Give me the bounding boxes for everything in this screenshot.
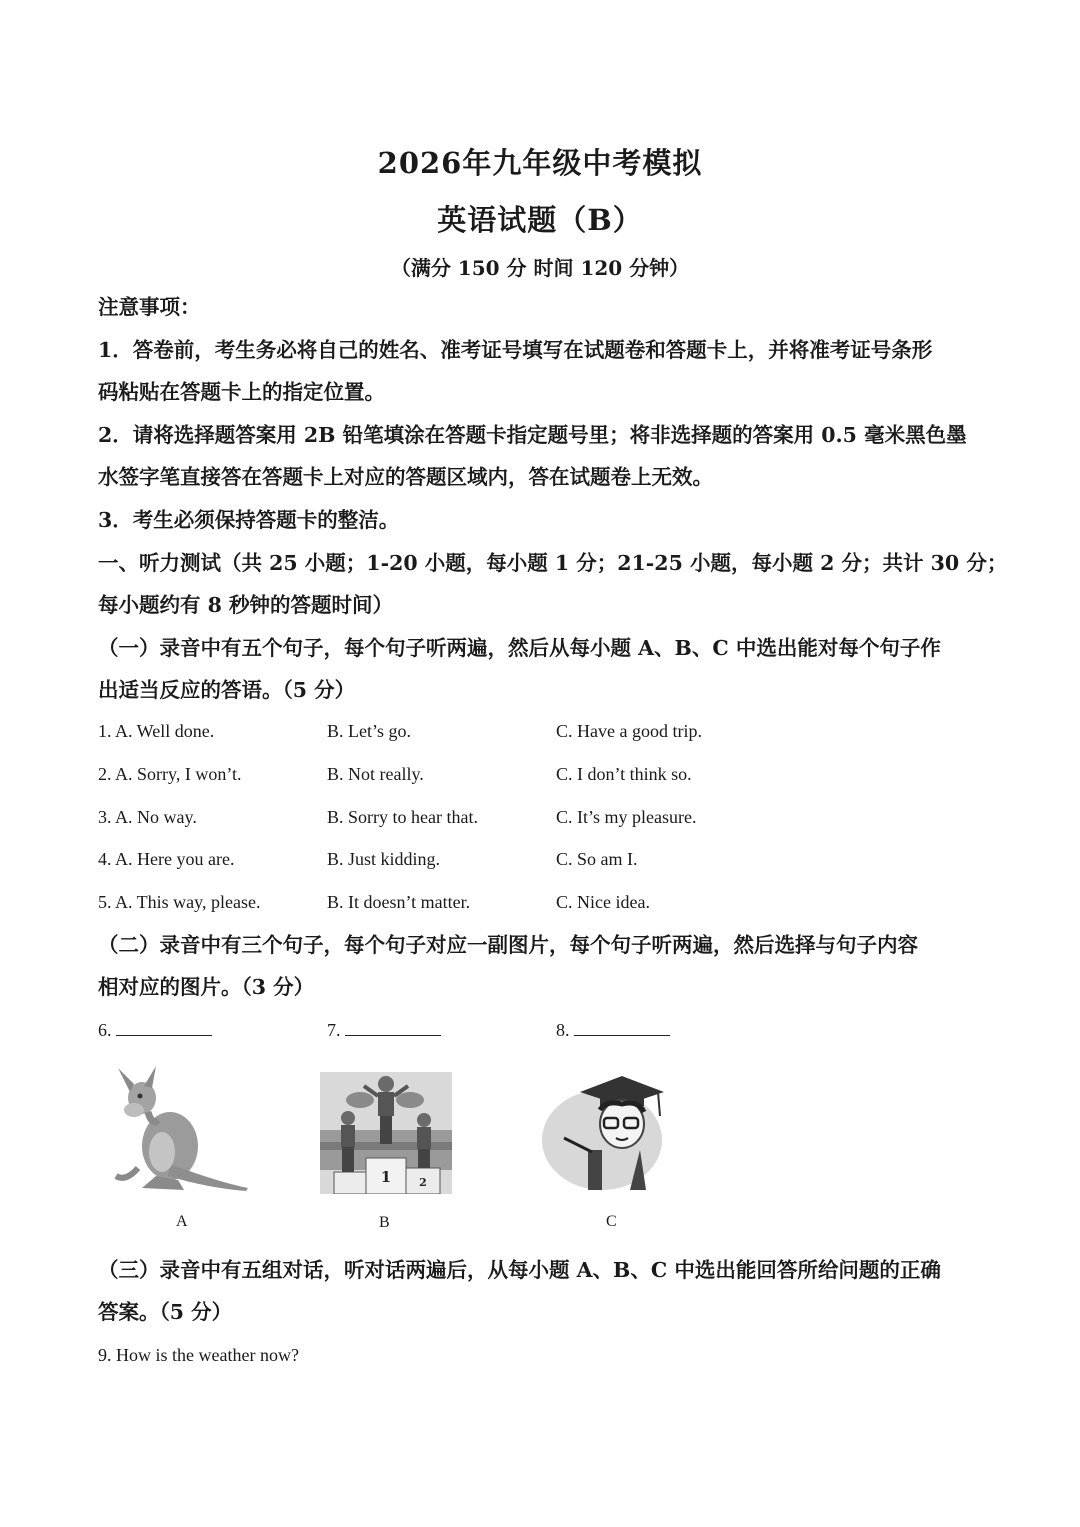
notes-heading: 注意事项： [98,295,201,319]
part-3-instruction-line-1: （三）录音中有五组对话，听对话两遍后，从每小题 A、B、C 中选出能回答所给问题的正确 [98,1258,941,1282]
q1-option-c: C. Have a good trip. [556,721,702,741]
answer-line [574,1021,670,1036]
q6-number: 6. [98,1020,112,1040]
q7-answer-blank[interactable] [327,1020,441,1041]
note-item-2-line-2: 水签字笔直接答在答题卡上对应的答题区域内，答在试题卷上无效。 [98,465,713,489]
part-2-instruction-line-2: 相对应的图片。（3 分） [98,975,315,999]
q4-option-b: B. Just kidding. [327,849,441,869]
svg-text:1: 1 [380,1168,392,1186]
section-1-line-1: 一、听力测试（共 25 小题；1-20 小题，每小题 1 分；21-25 小题，每小题 2 分；共计 30 分； [98,551,1008,575]
part-1-instruction-line-1: （一）录音中有五个句子，每个句子听两遍，然后从每小题 A、B、C 中选出能对每个句子作 [98,636,941,660]
q2-option-c: C. I don’t think so. [556,764,692,784]
exam-title: 2026年九年级中考模拟 [377,146,703,180]
podium-icon [320,1072,452,1194]
score-info: （满分 150 分 时间 120 分钟） [390,256,690,280]
q5-option-a: 5. A. This way, please. [98,892,261,912]
q8-number: 8. [556,1020,570,1040]
answer-line [116,1021,212,1036]
q4-option-a: 4. A. Here you are. [98,849,235,869]
picture-label-b: B [379,1214,390,1231]
q2-option-a: 2. A. Sorry, I won’t. [98,764,242,784]
answer-line [345,1021,441,1036]
picture-label-a: A [176,1213,188,1230]
q5-option-c: C. Nice idea. [556,892,650,912]
note-item-1-line-1: 1．答卷前，考生务必将自己的姓名、准考证号填写在试题卷和答题卡上，并将准考证号条形 [98,338,933,362]
part-2-instruction-line-1: （二）录音中有三个句子，每个句子对应一副图片，每个句子听两遍，然后选择与句子内容 [98,933,918,957]
exam-subtitle: 英语试题（B） [437,203,643,237]
section-1-line-2: 每小题约有 8 秒钟的答题时间） [98,593,394,617]
kangaroo-icon [108,1064,253,1194]
q3-option-a: 3. A. No way. [98,807,197,827]
q6-answer-blank[interactable] [98,1020,212,1041]
q3-option-b: B. Sorry to hear that. [327,807,478,827]
q5-option-b: B. It doesn’t matter. [327,892,471,912]
q1-option-b: B. Let’s go. [327,721,411,741]
q1-option-a: 1. A. Well done. [98,721,215,741]
note-item-3: 3．考生必须保持答题卡的整洁。 [98,508,400,532]
q9-question: 9. How is the weather now? [98,1345,299,1365]
q4-option-c: C. So am I. [556,849,638,869]
picture-label-c: C [606,1213,617,1230]
note-item-2-line-1: 2．请将选择题答案用 2B 铅笔填涂在答题卡指定题号里；将非选择题的答案用 0.5 毫米黑色墨 [98,423,967,447]
q7-number: 7. [327,1020,341,1040]
part-3-instruction-line-2: 答案。（5 分） [98,1300,233,1324]
part-1-instruction-line-2: 出适当反应的答语。（5 分） [98,678,356,702]
note-item-1-line-2: 码粘贴在答题卡上的指定位置。 [98,380,385,404]
q3-option-c: C. It’s my pleasure. [556,807,697,827]
graduate-icon [540,1070,672,1196]
q2-option-b: B. Not really. [327,764,424,784]
q8-answer-blank[interactable] [556,1020,670,1041]
svg-text:2: 2 [419,1176,427,1189]
